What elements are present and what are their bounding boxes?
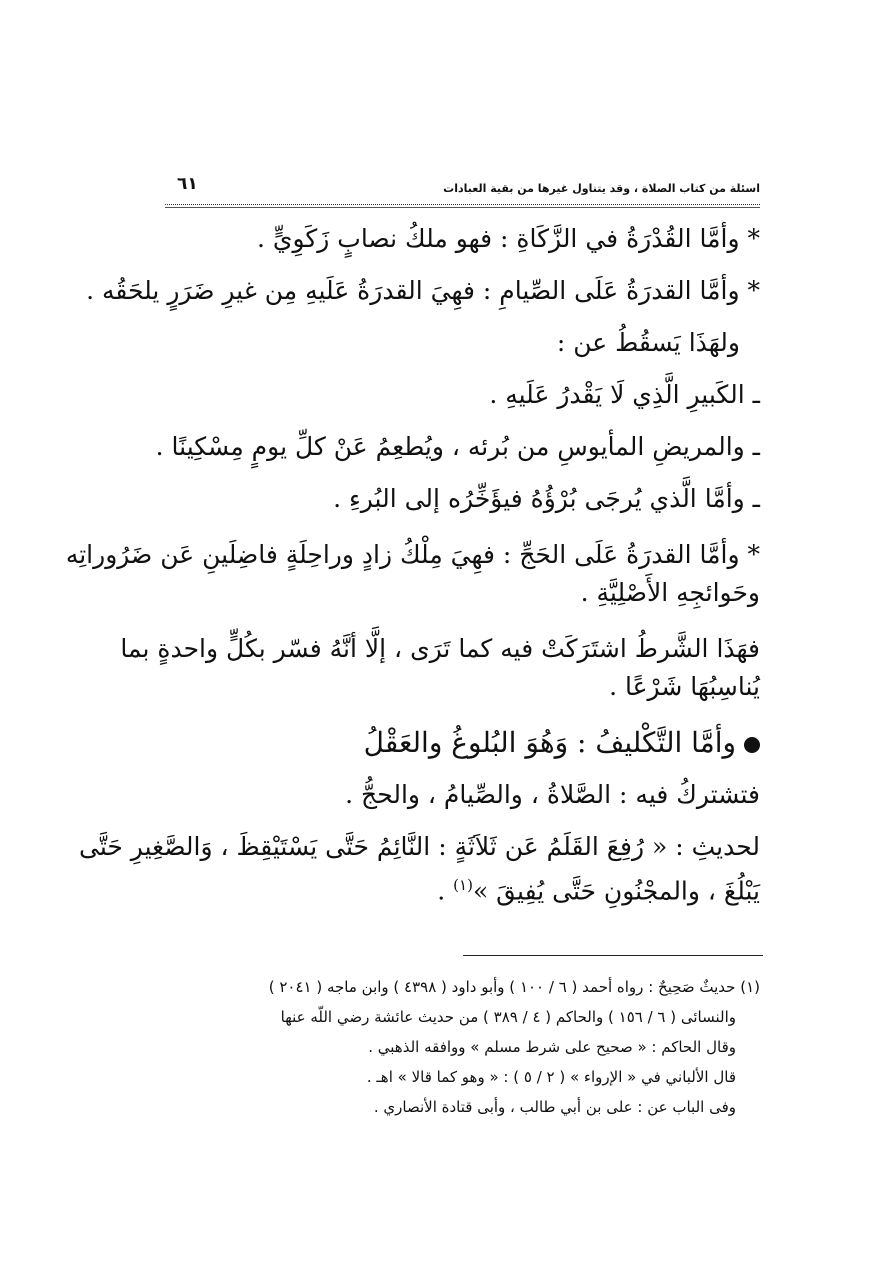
footnote-line: وقال الحاكم : « صحيح على شرط مسلم » ووافقه الذهبي . <box>368 1038 736 1056</box>
paragraph: فتشتركُ فيه : الصَّلاةُ ، والصِّيامُ ، والحجُّ . <box>345 780 760 809</box>
paragraph: وحَوائجِهِ الأَصْلِيَّةِ . <box>580 578 760 607</box>
list-item: ـ وأمَّا الَّذي يُرجَى بُرْؤُهُ فيؤَخِّرُه إلى البُرءِ . <box>333 484 760 513</box>
footnote-separator <box>463 955 763 956</box>
list-item: ـ والمريضِ المأيوسِ من بُرئه ، ويُطعِمُ عَنْ كلِّ يومٍ مِسْكِينًا . <box>155 432 760 461</box>
hadith-text: لحديثِ : « رُفِعَ القَلَمُ عَن ثَلاَثَةٍ : النَّائِمُ حَتَّى يَسْتَيْقِظَ ، وَالصَّغِيرِ حَتَّى <box>79 832 760 861</box>
footnote-line: (١) حديثٌ صَحِيحٌ : رواه أحمد ( ٦ / ١٠٠ ) وأبو داود ( ٤٣٩٨ ) وابن ماجه ( ٢٠٤١ ) <box>268 978 760 996</box>
hadith-text: يَبْلُغَ ، والمجْنُونِ حَتَّى يُفِيقَ »$^{(١)}$ . <box>437 876 760 906</box>
footnotes <box>150 972 760 1122</box>
footnote-line: قال الألباني في « الإرواء » ( ٢ / ٥ ) : « وهو كما قالا » اهـ . <box>366 1068 736 1086</box>
paragraph: فهَذَا الشَّرطُ اشتَرَكَتْ فيه كما تَرَى ، إلَّا أنَّهُ فسّر بكُلٍّ واحدةٍ بما <box>120 634 760 663</box>
bullet-icon <box>744 737 760 753</box>
footnote-line: وفى الباب عن : على بن أبي طالب ، وأبى قتادة الأنصاري . <box>373 1098 736 1116</box>
paragraph: ولهَذَا يَسقُطُ عن : <box>556 328 740 357</box>
paragraph: * وأمَّا القدرَةُ عَلَى الصِّيامِ : فهِيَ القدرَةُ عَلَيهِ مِن غيرِ ضَرَرٍ يلحَقُه . <box>86 276 760 305</box>
page-number: ٦١ <box>177 174 198 194</box>
paragraph: * وأمَّا القُدْرَةُ في الزَّكَاةِ : فهو ملكُ نصابٍ زَكَوِيٍّ . <box>256 224 760 253</box>
running-title: اسئلة من كتاب الصلاة ، وقد يتناول غيرها من بقية العبادات <box>443 182 760 195</box>
list-item: ـ الكَبيرِ الَّذِي لَا يَقْدرُ عَلَيهِ . <box>489 380 760 409</box>
page-header <box>165 170 760 200</box>
header-divider <box>165 204 760 205</box>
section-heading: وأمَّا التَّكْليفُ : وَهُوَ البُلوغُ والعَقْلُ <box>160 724 760 762</box>
header-divider-line <box>165 207 760 208</box>
footnote-line: والنسائى ( ٦ / ١٥٦ ) والحاكم ( ٤ / ٣٨٩ ) من حديث عائشة رضي اللّه عنها <box>280 1008 736 1026</box>
paragraph: * وأمَّا القدرَةُ عَلَى الحَجِّ : فهِيَ مِلْكُ زادٍ وراحِلَةٍ فاضِلَينِ عَن ضَرُوراتِه <box>65 540 760 569</box>
paragraph: يُناسِبُهَا شَرْعًا . <box>609 672 760 701</box>
footnote-marker: (١) <box>453 876 473 894</box>
main-text <box>65 220 760 910</box>
